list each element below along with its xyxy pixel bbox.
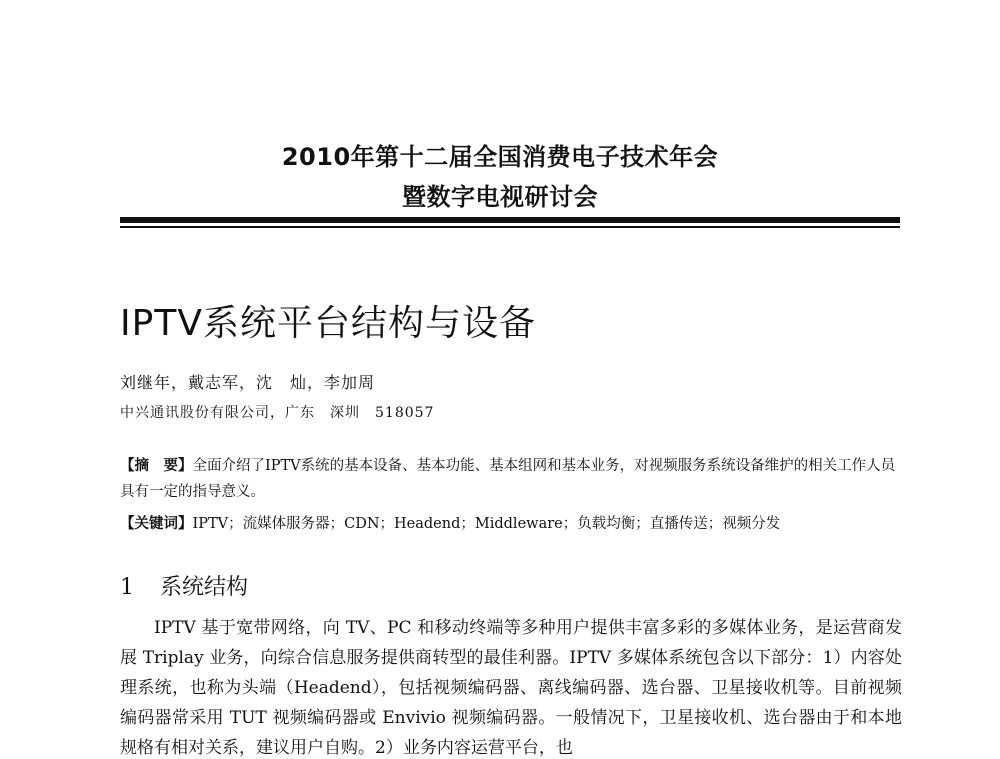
header-rule-thin [120,226,900,228]
abstract-text: 全面介绍了IPTV系统的基本设备、基本功能、基本组网和基本业务，对视频服务系统设备维护的相关工作人员具有一定的指导意义。 [120,458,896,500]
header-rule-thick [120,217,900,223]
abstract [120,453,905,505]
section-body: IPTV 基于宽带网络，向 TV、PC 和移动终端等多种用户提供丰富多彩的多媒体业务，是运营商发展 Triplay 业务，向综合信息服务提供商转型的最佳利器。IPTV 多媒体系统包含以下部分：1）内容处理系统，也称为头端（Headend），包括视频编码器、离线编码器、选台器、卫星接收机等。目前视频编码器常采用 TUT 视频编码器或 Envivio 视频编码器。一般情况下，卫星接收机、选台器由于和本地规格有相对关系，建议用户自购。2）业务内容运营平台，也 [120,618,902,758]
section-title: 系统结构 [160,575,249,600]
keywords [120,512,905,536]
section-heading [120,573,248,603]
paper-authors: 刘继年，戴志军，沈 灿，李加周 [120,373,376,392]
paper-title: IPTV系统平台结构与设备 [120,303,536,344]
conference-title-line1: 2010年第十二届全国消费电子技术年会 [281,143,719,171]
section-number: 1 [120,575,134,600]
keywords-text: IPTV；流媒体服务器；CDN；Headend；Middleware；负载均衡；直播传送；视频分发 [192,516,781,532]
conference-title-line2: 暨数字电视研讨会 [402,183,598,211]
paper-affiliation: 中兴通讯股份有限公司，广东 深圳 518057 [120,405,435,421]
keywords-label: 【关键词】 [120,516,193,532]
abstract-label: 【摘 要】 [120,458,193,474]
